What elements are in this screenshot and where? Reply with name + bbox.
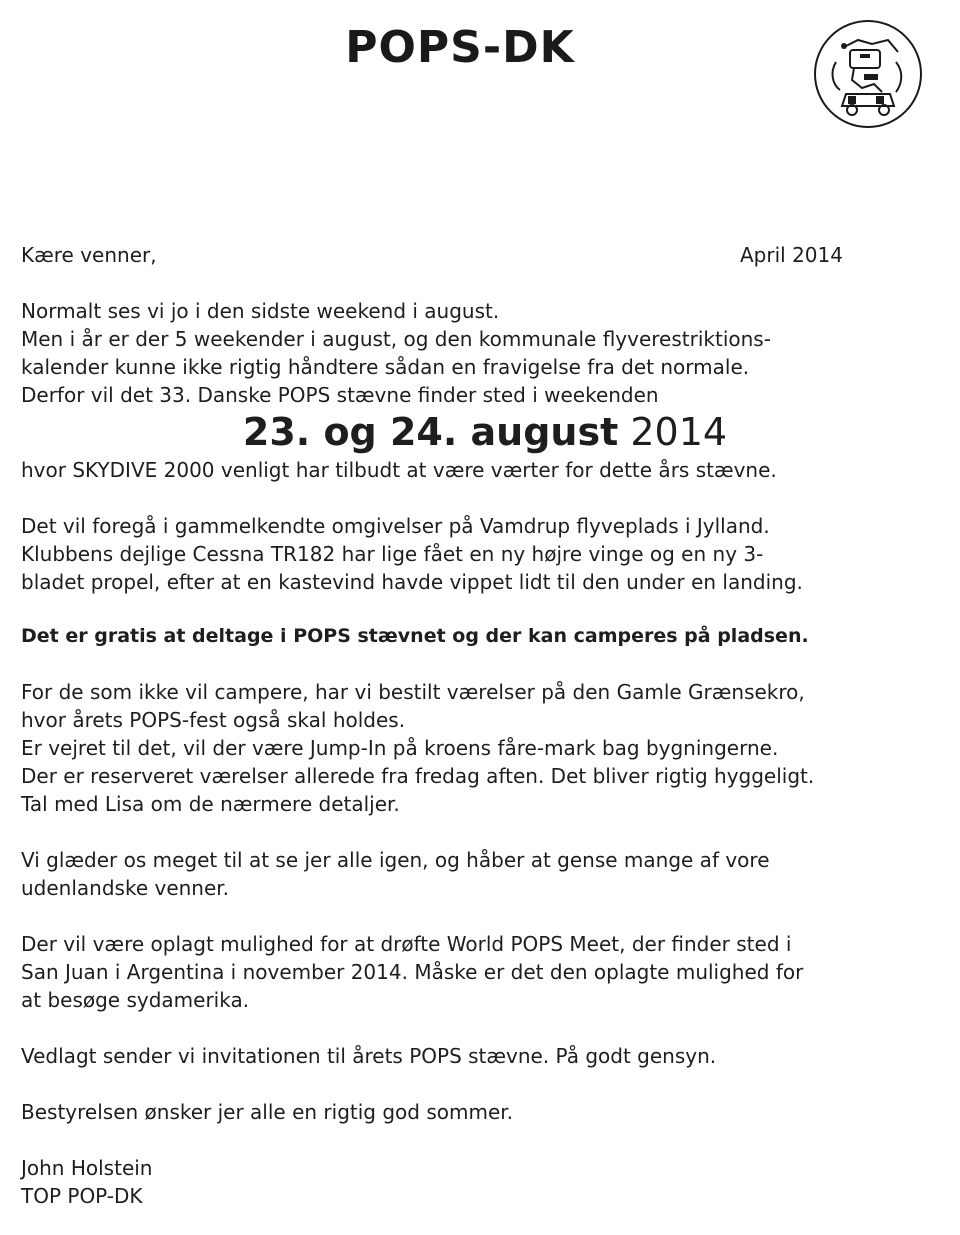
paragraph-line: Men i år er der 5 weekender i august, og den kommunale flyverestriktions- bbox=[21, 327, 771, 351]
letter-date: April 2014 bbox=[740, 243, 843, 267]
event-date bbox=[0, 408, 960, 456]
free-participation-note: Det er gratis at deltage i POPS stævnet og der kan camperes på pladsen. bbox=[21, 625, 809, 647]
paragraph-line: Normalt ses vi jo i den sidste weekend i august. bbox=[21, 299, 500, 323]
paragraph-line: Der vil være oplagt mulighed for at drøfte World POPS Meet, der finder sted i bbox=[21, 932, 792, 956]
paragraph-line: Det vil foregå i gammelkendte omgivelser på Vamdrup flyveplads i Jylland. bbox=[21, 514, 770, 538]
paragraph-line: bladet propel, efter at en kastevind havde vippet lidt til den under en landing. bbox=[21, 570, 803, 594]
paragraph-line: Er vejret til det, vil der være Jump-In på kroens fåre-mark bag bygningerne. bbox=[21, 736, 779, 760]
paragraph-line: udenlandske venner. bbox=[21, 876, 230, 900]
paragraph-line: For de som ikke vil campere, har vi bestilt værelser på den Gamle Grænsekro, bbox=[21, 680, 805, 704]
paragraph-line: kalender kunne ikke rigtig håndtere sådan en fravigelse fra det normale. bbox=[21, 355, 750, 379]
paragraph-line: hvor SKYDIVE 2000 venligt har tilbudt at være værter for dette års stævne. bbox=[21, 458, 777, 482]
signature-name: John Holstein bbox=[21, 1156, 153, 1180]
paragraph-line: Der er reserveret værelser allerede fra fredag aften. Det bliver rigtig hyggeligt. bbox=[21, 764, 815, 788]
event-date-days: 23. og 24. august bbox=[242, 410, 619, 454]
paragraph-line: at besøge sydamerika. bbox=[21, 988, 250, 1012]
signature-title: TOP POP-DK bbox=[21, 1184, 143, 1208]
greeting: Kære venner, bbox=[21, 243, 157, 267]
paragraph-line: San Juan i Argentina i november 2014. Måske er det den oplagte mulighed for bbox=[21, 960, 804, 984]
pops-logo bbox=[812, 18, 924, 130]
paragraph-line: Vedlagt sender vi invitationen til årets POPS stævne. På godt gensyn. bbox=[21, 1044, 717, 1068]
paragraph-line: Vi glæder os meget til at se jer alle igen, og håber at gense mange af vore bbox=[21, 848, 770, 872]
event-date-year: 2014 bbox=[618, 410, 728, 454]
paragraph-line: hvor årets POPS-fest også skal holdes. bbox=[21, 708, 406, 732]
paragraph-line: Tal med Lisa om de nærmere detaljer. bbox=[21, 792, 400, 816]
paragraph-line: Derfor vil det 33. Danske POPS stævne finder sted i weekenden bbox=[21, 383, 659, 407]
paragraph-line: Klubbens dejlige Cessna TR182 har lige fået en ny højre vinge og en ny 3- bbox=[21, 542, 764, 566]
letter-title: POPS-DK bbox=[345, 22, 575, 73]
paragraph-line: Bestyrelsen ønsker jer alle en rigtig god sommer. bbox=[21, 1100, 514, 1124]
